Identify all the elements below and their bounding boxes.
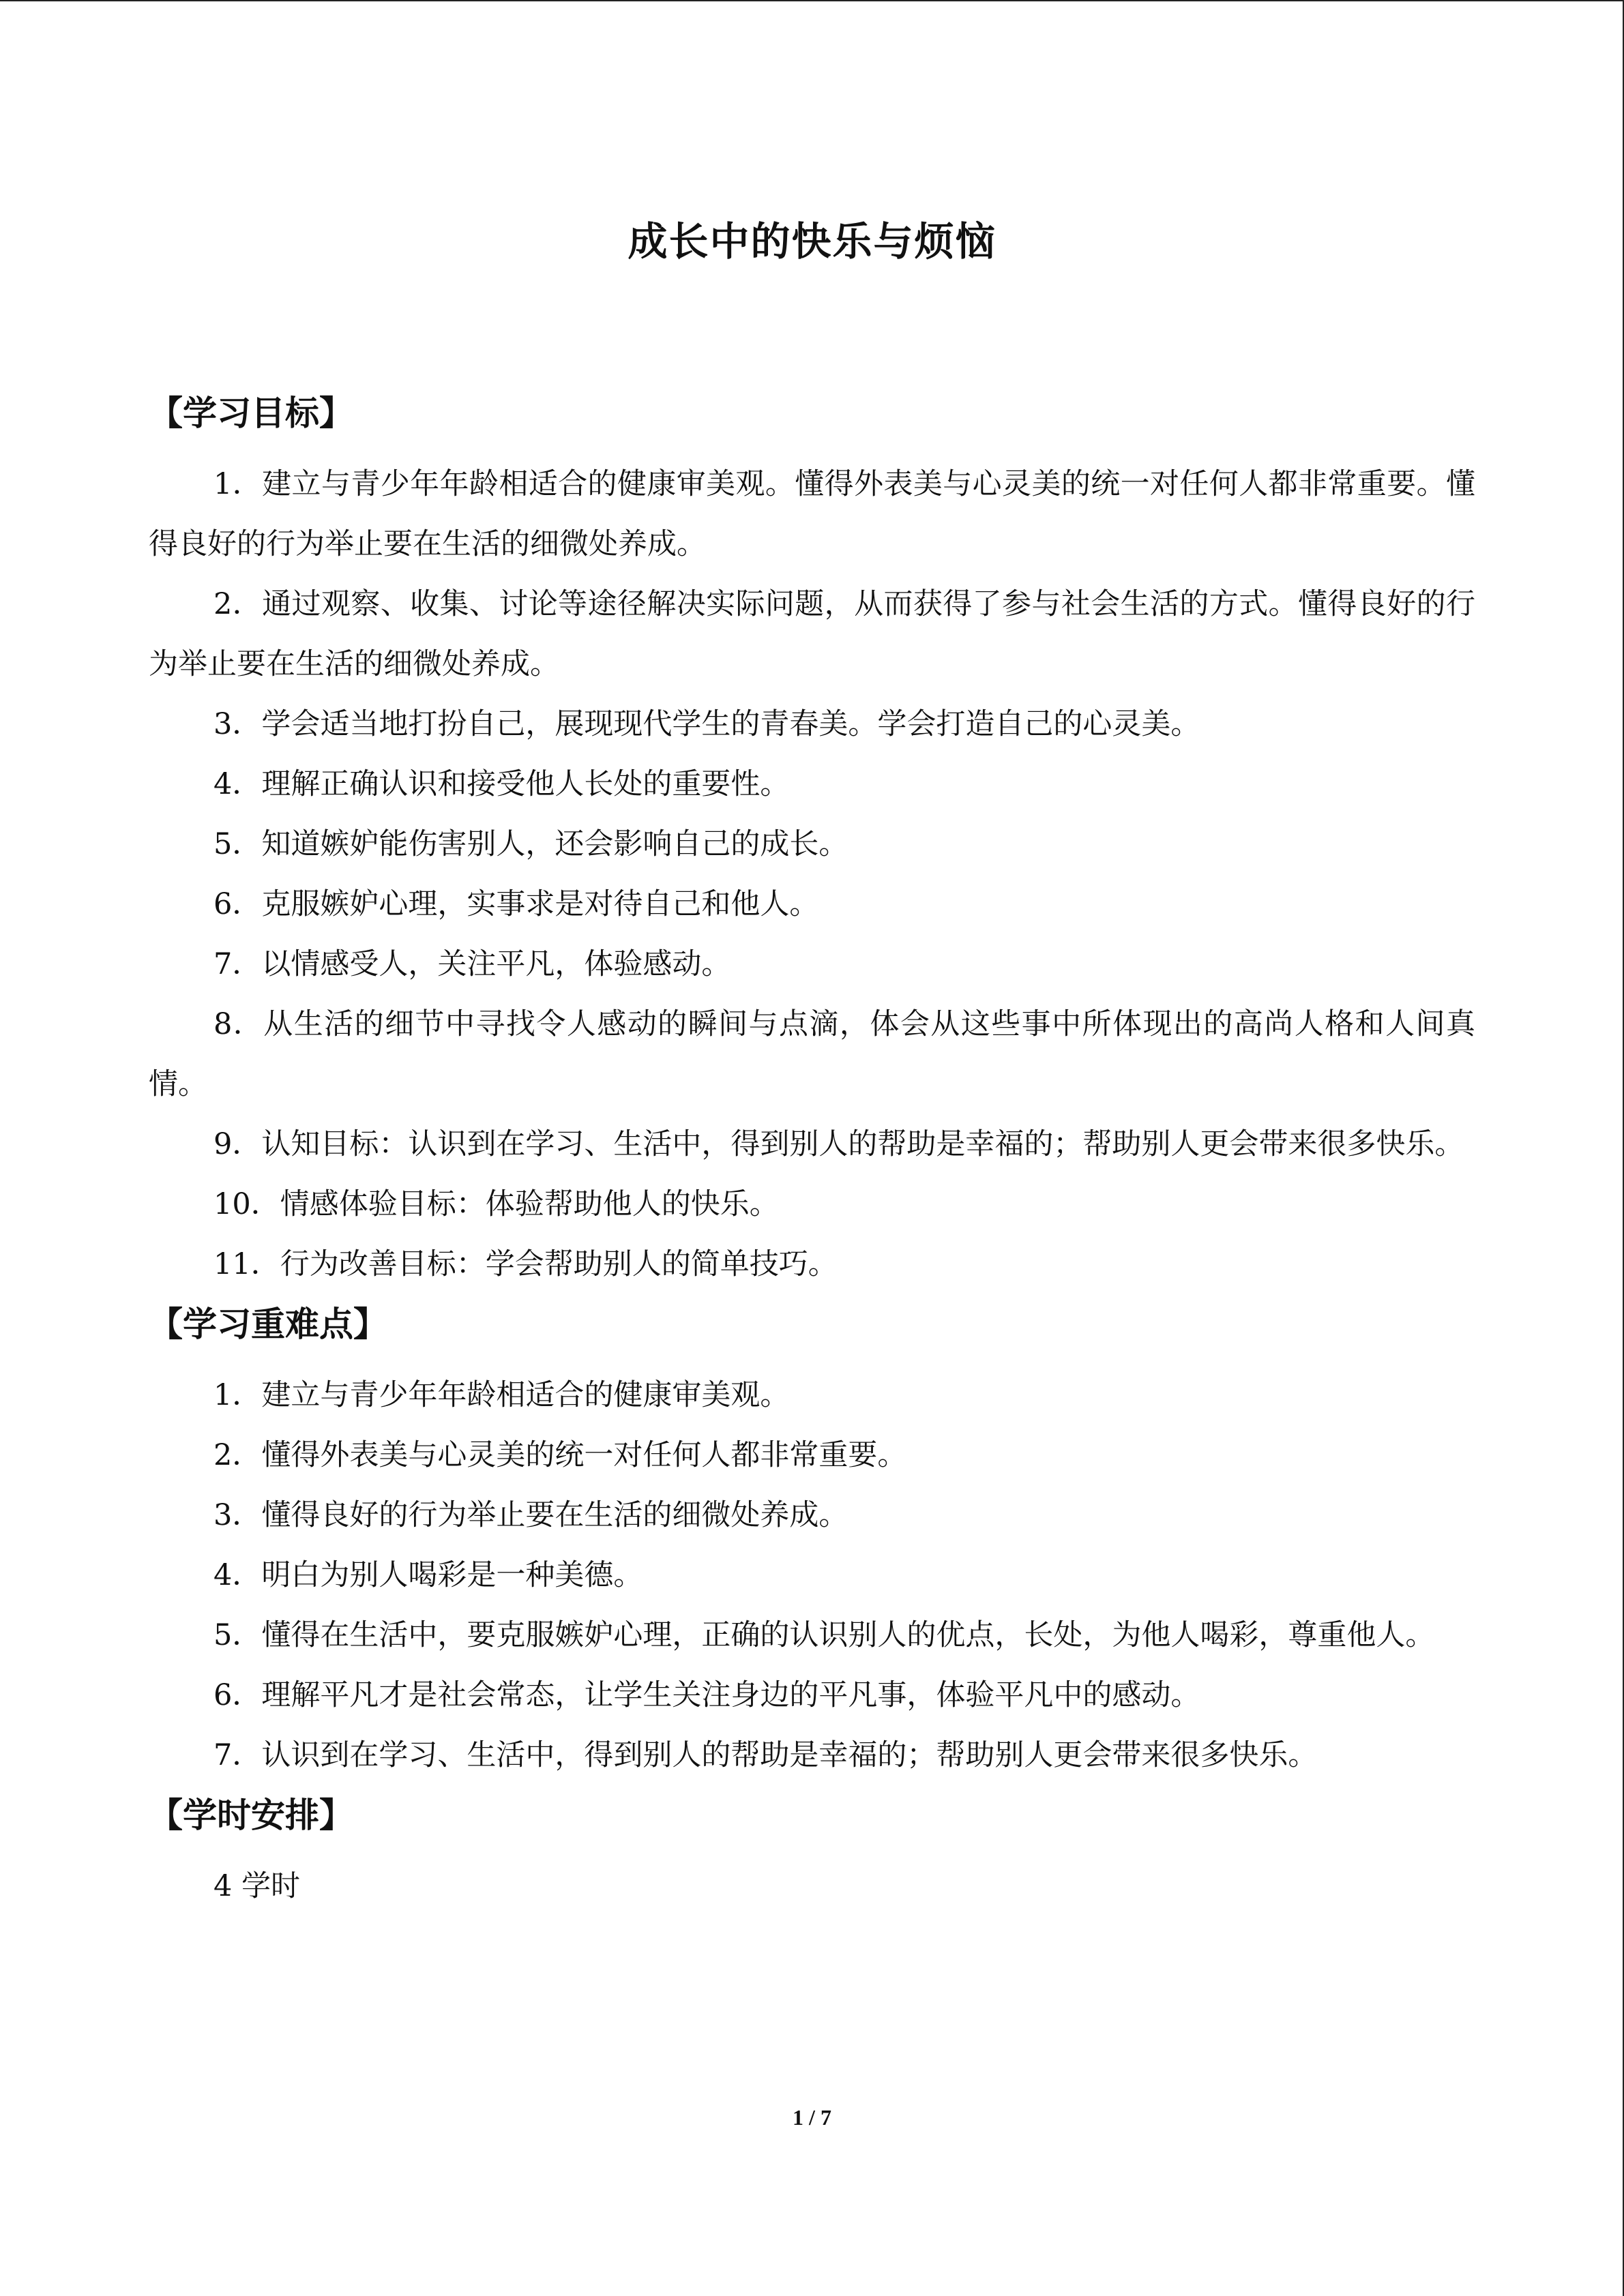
section-schedule [149, 1785, 1475, 1916]
class-hours: 4 学时 [213, 1869, 301, 1903]
list-item: 4．明白为别人喝彩是一种美德。 [213, 1558, 643, 1592]
section-key-difficulties [149, 1294, 1475, 1785]
list-item: 4．理解正确认识和接受他人长处的重要性。 [213, 767, 790, 801]
list-item: 2．通过观察、收集、讨论等途径解决实际问题，从而获得了参与社会生活的方式。懂得良好的行为举止要在生活的细微处养成。 [149, 587, 1475, 681]
list-item: 3．懂得良好的行为举止要在生活的细微处养成。 [213, 1498, 848, 1532]
list-item: 5．知道嫉妒能伤害别人，还会影响自己的成长。 [213, 827, 848, 861]
list-item: 3．学会适当地打扮自己，展现现代学生的青春美。学会打造自己的心灵美。 [213, 707, 1200, 741]
list-item: 6．理解平凡才是社会常态，让学生关注身边的平凡事，体验平凡中的感动。 [213, 1678, 1200, 1712]
list-item: 2．懂得外表美与心灵美的统一对任何人都非常重要。 [213, 1438, 907, 1472]
page-number: 1 / 7 [793, 2105, 831, 2130]
list-item: 1．建立与青少年年龄相适合的健康审美观。 [213, 1378, 790, 1412]
list-item: 7．以情感受人，关注平凡，体验感动。 [213, 947, 731, 981]
section-heading: 【学习重难点】 [149, 1304, 387, 1344]
section-heading: 【学时安排】 [149, 1795, 353, 1835]
list-item: 10．情感体验目标：体验帮助他人的快乐。 [213, 1187, 779, 1221]
section-heading: 【学习目标】 [149, 393, 353, 433]
section-learning-objectives [149, 383, 1475, 1294]
list-item: 7．认识到在学习、生活中，得到别人的帮助是幸福的；帮助别人更会带来很多快乐。 [213, 1738, 1318, 1772]
document-body [149, 383, 1475, 1916]
page-title: 成长中的快乐与烦恼 [628, 218, 996, 265]
list-item: 1．建立与青少年年龄相适合的健康审美观。懂得外表美与心灵美的统一对任何人都非常重要。懂得良好的行为举止要在生活的细微处养成。 [149, 467, 1475, 561]
list-item: 6．克服嫉妒心理，实事求是对待自己和他人。 [213, 887, 819, 921]
list-item: 8．从生活的细节中寻找令人感动的瞬间与点滴，体会从这些事中所体现出的高尚人格和人间真情。 [149, 1007, 1475, 1101]
list-item: 5．懂得在生活中，要克服嫉妒心理，正确的认识别人的优点，长处，为他人喝彩，尊重他人。 [213, 1618, 1435, 1652]
list-item: 9．认知目标：认识到在学习、生活中，得到别人的帮助是幸福的；帮助别人更会带来很多快乐。 [213, 1127, 1464, 1161]
list-item: 11．行为改善目标：学会帮助别人的简单技巧。 [213, 1247, 838, 1281]
